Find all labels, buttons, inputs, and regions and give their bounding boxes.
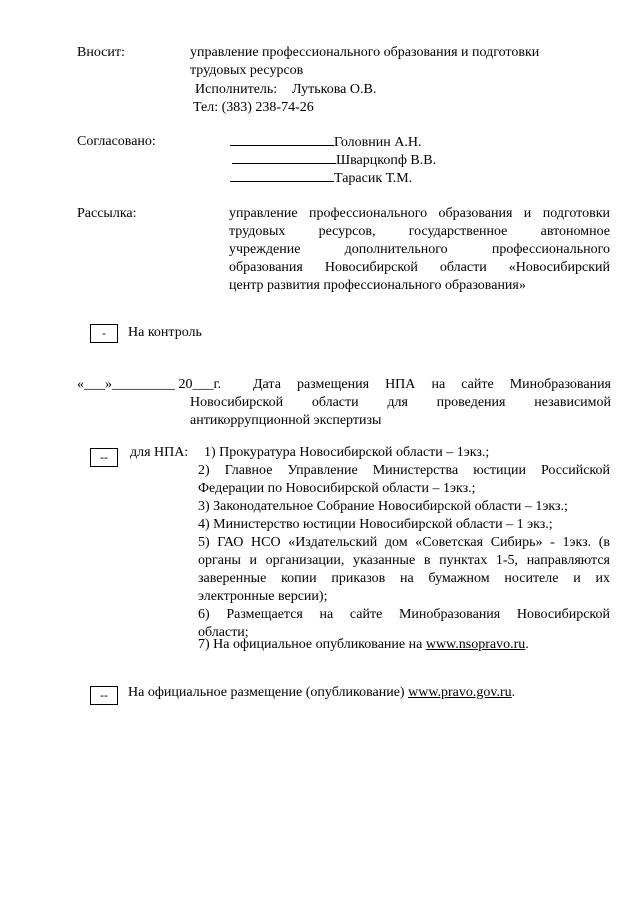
- rassylka-text: [229, 205, 610, 295]
- signature-underline: [232, 151, 336, 164]
- official-line: [128, 684, 515, 702]
- official-end: .: [511, 685, 516, 700]
- kontrol-label: На контроль: [128, 325, 202, 340]
- signer-name: Головнин А.Н.: [334, 135, 422, 150]
- pravo-gov-link[interactable]: www.pravo.gov.ru: [408, 685, 512, 700]
- npa-item-1: 1) Прокуратура Новосибирской области – 1экз.;: [204, 445, 490, 460]
- npa-line: 2) Главное Управление Министерства юстиции Российской: [198, 463, 610, 478]
- npa-line: электронные версии);: [198, 589, 328, 604]
- signature-line-2: [232, 151, 436, 170]
- npa-line: 6) Размещается на сайте Минобразования Новосибирской: [198, 607, 610, 622]
- executor-name: Лутькова О.В.: [292, 82, 377, 97]
- date-text-first: [253, 376, 611, 394]
- npa-line: 3) Законодательное Собрание Новосибирской области – 1экз.;: [198, 499, 568, 514]
- npa-checkbox[interactable]: --: [90, 448, 118, 467]
- signature-underline: [230, 133, 334, 146]
- date-line: антикоррупционной экспертизы: [190, 413, 382, 428]
- signer-name: Шварцкопф В.В.: [336, 153, 437, 168]
- npa-line: Федерации по Новосибирской области – 1экз.;: [198, 481, 476, 496]
- kontrol-checkbox[interactable]: -: [90, 324, 118, 343]
- rassylka-line: центр развития профессионального образования»: [229, 278, 526, 293]
- official-checkbox[interactable]: --: [90, 686, 118, 705]
- executor-label: Исполнитель:: [195, 82, 278, 97]
- npa-line: 5) ГАО НСО «Издательский дом «Советская Сибирь» - 1экз. (в: [198, 535, 610, 550]
- signer-name: Тарасик Т.М.: [334, 171, 413, 186]
- rassylka-line: управление профессионального образования и подготовки: [229, 206, 610, 221]
- date-placeholder: «___»_________ 20___г.: [77, 377, 222, 392]
- vnosit-label: Вносит:: [77, 45, 125, 60]
- npa-item-7-end: .: [525, 637, 529, 652]
- vnosit-line-2: трудовых ресурсов: [190, 63, 304, 78]
- signature-line-3: [230, 169, 412, 188]
- signature-line-1: [230, 133, 421, 152]
- signature-underline: [230, 169, 334, 182]
- rassylka-line: учреждение дополнительного профессионального: [229, 242, 610, 257]
- npa-line: органы и организации, указанные в пунктах 1-5, направляются: [198, 553, 610, 568]
- npa-line: заверенные копии приказов на бумажном носителе и их: [198, 571, 610, 586]
- npa-label: для НПА:: [130, 445, 189, 460]
- npa-item-7-text: 7) На официальное опубликование на: [198, 637, 426, 652]
- rassylka-label: Рассылка:: [77, 206, 137, 221]
- soglasovano-label: Согласовано:: [77, 134, 156, 149]
- rassylka-line: образования Новосибирской области «Новосибирский: [229, 260, 610, 275]
- phone: Тел: (383) 238-74-26: [193, 100, 314, 115]
- npa-line: области;: [198, 625, 249, 640]
- nsopravo-link[interactable]: www.nsopravo.ru: [425, 637, 526, 652]
- official-text: На официальное размещение (опубликование): [128, 685, 409, 700]
- date-text-rest: [190, 394, 611, 430]
- vnosit-line-1: управление профессионального образования и подготовки: [190, 45, 540, 60]
- npa-list: [198, 462, 610, 642]
- rassylka-line: трудовых ресурсов, государственное автономное: [229, 224, 610, 239]
- date-line: Новосибирской области для проведения независимой: [190, 395, 611, 410]
- date-line: Дата размещения НПА на сайте Минобразования: [253, 377, 611, 392]
- npa-line: 4) Министерство юстиции Новосибирской области – 1 экз.;: [198, 517, 553, 532]
- npa-item-7: [198, 636, 529, 654]
